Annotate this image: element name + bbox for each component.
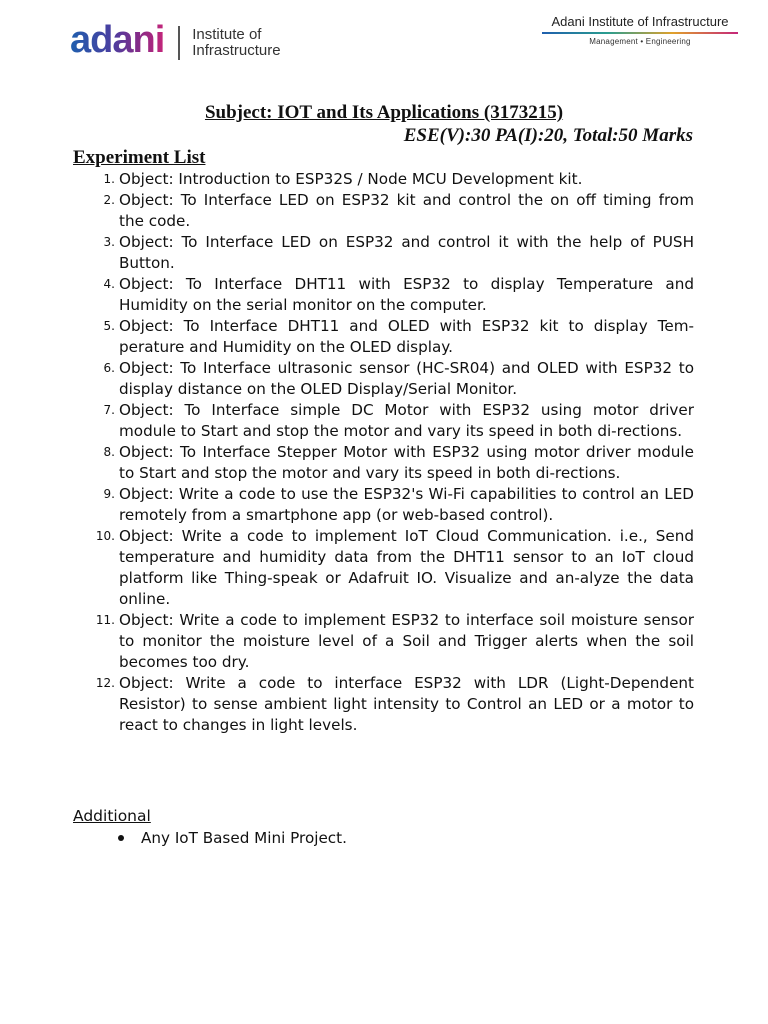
- institute-badge: [542, 14, 738, 46]
- bullet-icon: [118, 835, 124, 841]
- experiment-number: 12.: [95, 676, 115, 690]
- logo-subtitle-line1: Institute of: [192, 26, 262, 43]
- subject-text: Subject: IOT and Its Applications (3173215): [204, 102, 564, 123]
- experiment-number: 4.: [103, 277, 115, 291]
- experiment-item: [90, 190, 694, 232]
- logo-subtitle: [192, 27, 280, 59]
- experiment-item: [90, 484, 694, 526]
- logo-divider: [178, 26, 180, 60]
- experiment-number: 2.: [103, 193, 115, 207]
- institute-rule: [542, 32, 738, 34]
- experiment-list-heading: Experiment List: [73, 147, 206, 168]
- experiment-item: [90, 316, 694, 358]
- experiment-item: [90, 232, 694, 274]
- experiment-item: [90, 169, 694, 190]
- experiment-number: 3.: [103, 235, 115, 249]
- experiment-number: 5.: [103, 319, 115, 333]
- experiment-text: Object: To Interface LED on ESP32 kit and control the on off timing from the code.: [119, 191, 694, 230]
- experiment-item: [90, 673, 694, 736]
- experiment-text: Object: To Interface simple DC Motor with ESP32 using motor driver module to Start and stop the motor and vary its speed in both di-rections.: [119, 401, 694, 440]
- experiment-number: 1.: [103, 172, 115, 186]
- experiment-number: 8.: [103, 445, 115, 459]
- institute-name: Adani Institute of Infrastructure: [551, 14, 729, 29]
- experiment-number: 6.: [103, 361, 115, 375]
- marks-line: ESE(V):30 PA(I):20, Total:50 Marks: [403, 125, 693, 146]
- experiment-text: Object: Introduction to ESP32S / Node MCU Development kit.: [119, 170, 583, 188]
- experiment-item: [90, 610, 694, 673]
- additional-item-text: Any IoT Based Mini Project.: [141, 829, 347, 847]
- experiment-text: Object: Write a code to implement IoT Cloud Communication. i.e., Send temperature and humidity data from the DHT11 sensor to an IoT cloud platform like Thing-speak or Adafruit IO. Visualize and an-alyze the data online.: [119, 527, 694, 608]
- experiment-text: Object: Write a code to use the ESP32's Wi-Fi capabilities to control an LED remotely from a smartphone app (or web-based control).: [119, 485, 694, 524]
- logo-subtitle-line2: Infrastructure: [192, 42, 281, 59]
- experiment-number: 10.: [95, 529, 115, 543]
- subject-title: [0, 102, 768, 124]
- experiment-item: [90, 400, 694, 442]
- experiment-list: [90, 169, 694, 736]
- experiment-item: [90, 526, 694, 610]
- experiment-text: Object: To Interface DHT11 with ESP32 to display Temperature and Humidity on the serial monitor on the computer.: [119, 275, 694, 314]
- institute-tagline: Management • Engineering: [589, 37, 691, 46]
- experiment-text: Object: Write a code to implement ESP32 to interface soil moisture sensor to monitor the moisture level of a Soil and Trigger alerts when the soil becomes too dry.: [119, 611, 694, 671]
- logo-wordmark: adani: [70, 19, 165, 61]
- experiment-text: Object: To Interface ultrasonic sensor (HC-SR04) and OLED with ESP32 to display distance on the OLED Display/Serial Monitor.: [119, 359, 694, 398]
- experiment-number: 7.: [103, 403, 115, 417]
- experiment-text: Object: To Interface LED on ESP32 and control it with the help of PUSH Button.: [119, 233, 694, 272]
- experiment-item: [90, 274, 694, 316]
- additional-item: [118, 829, 347, 847]
- experiment-text: Object: Write a code to interface ESP32 with LDR (Light-Dependent Resistor) to sense ambient light intensity to Control an LED or a motor to react to changes in light levels.: [119, 674, 694, 734]
- experiment-number: 9.: [103, 487, 115, 501]
- experiment-text: Object: To Interface DHT11 and OLED with ESP32 kit to display Tem-perature and Humidity on the OLED display.: [119, 317, 694, 356]
- adani-logo: [70, 19, 281, 64]
- experiment-item: [90, 358, 694, 400]
- experiment-number: 11.: [95, 613, 115, 627]
- additional-heading: Additional: [73, 807, 151, 825]
- experiment-text: Object: To Interface Stepper Motor with ESP32 using motor driver module to Start and stop the motor and vary its speed in both di-rections.: [119, 443, 694, 482]
- experiment-item: [90, 442, 694, 484]
